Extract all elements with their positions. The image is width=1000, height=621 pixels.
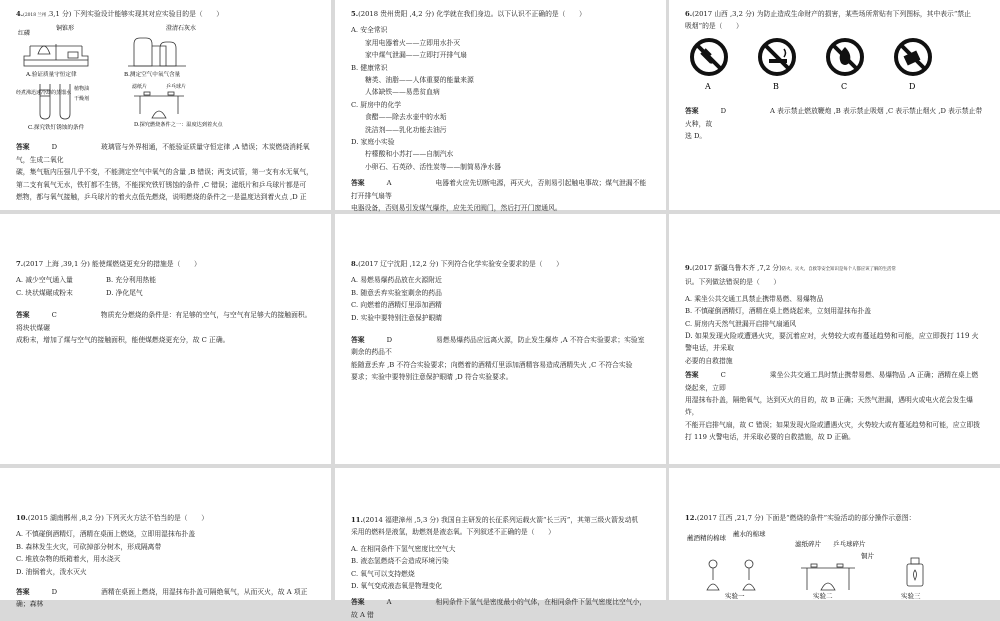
question-card-10: 10.(2015 湖南郴州 ,8,2 分) 下列灭火方法不恰当的是（ ） A. 不慎碰倒酒精灯，酒精在桌面上燃烧，立即用湿抹布扑盖 B. 森林发生火灾，可砍掉部分树木，形成隔离带 C. 堆放杂物的纸箱着火，用水浇灭 D. 油锅着火，泼水灭火 答案 D 酒精在桌面上燃烧，用湿抹布扑盖可隔绝氧气，从而灭火，故 A 项正确；森林 <box>0 468 331 600</box>
question-card-6 <box>669 0 1000 210</box>
question-text: 11.(2014 福建漳州 ,5,3 分) 我国自主研发的长征系列运载火箭“长三丙”，其第三级火箭发动机 采用的燃料是液氢，助燃剂是液态氧。下列叙述不正确的是（ ） <box>351 516 639 537</box>
svg-text:铜片: 铜片 <box>861 552 874 561</box>
option-c: C. 厨房中的化学 食醋——除去水壶中的水垢 洗洁剂——乳化功能去油污 <box>351 100 447 134</box>
copper-plate-apparatus <box>801 564 855 590</box>
option-a: A. 安全常识 家用电器着火——立即用水扑灭 家中煤气泄漏——立即打开排气扇 <box>351 26 467 60</box>
answer-section: 答案 D A 表示禁止燃放鞭炮 ,B 表示禁止吸烟 ,C 表示禁止烟火 ,D 表示禁止带火种，故 选 D。 <box>685 107 983 141</box>
answer-section: 答案 A 电器着火应先切断电源，再灭火，否则易引起触电事故；煤气泄漏不能打开排气扇等 电器设备，否则易引发煤气爆炸，应先关闭阀门，然后打开门窗通风。 <box>351 179 647 213</box>
balance-apparatus <box>24 44 88 66</box>
answer-section: 答案 A 相同条件下氢气是密度最小的气体，在相同条件下氢气密度比空气小，故 A 错 <box>351 598 647 619</box>
answer-section: 答案 D 玻璃管与外界相通，不能验证质量守恒定律 ,A 错误；木炭燃烧消耗氧气，生成二氧化 碳，集气瓶内压强几乎不变，不能测定空气中氧气的含量 ,B 错误；两支试管，第一支有水无氧气， 第二支有氧气无水，铁钉都不生锈，不能探究铁钉锈蚀的条件 ,C 错误；滤纸片和乒乓球片都是可 燃物，都与氧气接触，乒乓球片的着火点低先燃烧，说明燃烧的条件之一是温度达到着火点 ,D 正 <box>16 143 313 202</box>
question-text: 5.(2018 贵州贵阳 ,4,2 分) 化学就在我们身边。以下认识不正确的是（ ） <box>351 10 586 18</box>
cotton-ball-apparatus <box>707 560 755 590</box>
question-card-4 <box>0 0 331 210</box>
question-card-12 <box>669 468 1000 600</box>
svg-text:蘸酒精的棉球: 蘸酒精的棉球 <box>687 534 726 543</box>
svg-text:干燥剂: 干燥剂 <box>74 96 90 103</box>
question-card-11: 11.(2014 福建漳州 ,5,3 分) 我国自主研发的长征系列运载火箭“长三丙”，其第三级火箭发动机 采用的燃料是液氢，助燃剂是液态氧。下列叙述不正确的是（ ） A. 在相同条件下氢气密度比空气大 B. 液态氢燃烧不会造成环境污染 C. 氧气可以支持燃烧 D. 氧气变成液态氧是物理变化 答案 A 相同条件下氢气是密度最小的气体，在相同条件下氢气密度比空气小，故 A 错 <box>335 468 666 600</box>
svg-text:植物油: 植物油 <box>74 86 90 93</box>
svg-text:经煮沸迅速冷却的蒸馏水: 经煮沸迅速冷却的蒸馏水 <box>16 90 72 97</box>
svg-text:乒乓球片: 乒乓球片 <box>166 84 187 91</box>
combustion-figure <box>685 528 945 601</box>
option-d: D. 家庭小实验 柠檬酸和小苏打——自制汽水 小卵石、石英砂、活性炭等——制简易净水器 <box>351 138 501 171</box>
svg-text:红磷: 红磷 <box>18 30 31 38</box>
question-card-9: 9.(2017 新疆乌鲁木齐 ,7,2 分)防火、灭火、自救等安全知识是每个人都应该了解的生活常 识。下列做法错误的是（ ） A. 乘坐公共交通工具禁止携带易燃、易爆物品 B. 不慎碰倒酒精灯，酒精在桌上燃烧起来，立刻用湿抹布扑盖 C. 厨房内天然气泄漏开启排气扇通风 D. 如果发现火险或遭遇火灾，要沉着应对，火势较大或有蔓延趋势和可能，应立即拨打 119 火警电话，并采取 必要的自救措施 答案 C 乘坐公共交通工具时禁止携带易燃、易爆物品 ,A 正确；酒精在桌上燃烧起来，立即 用湿抹布扑盖，隔绝氧气，达到灭火的目的，故 B 正确；天然气泄漏，遇明火或电火花会发生爆炸， 不能开启排气扇，故 C 错误；如果发现火险或遭遇火灾，火势较大或有蔓延趋势和可能，应立即拨 打 119 火警电话，并采取必要的自救措施，故 D 正确。 <box>669 214 1000 464</box>
answer-section: 答案 D 易燃易爆药品应远离火源，防止发生爆炸 ,A 不符合实验要求；实验室剩余的药品不 能随意丢弃 ,B 不符合实验要求；向燃着的酒精灯里添加酒精容易造成酒精失火 ,C 不符合实验 要求；实验中要特别注意保护眼睛 ,D 符合实验要求。 <box>351 336 645 382</box>
question-card-5 <box>335 0 666 213</box>
svg-text:乒乓球碎片: 乒乓球碎片 <box>833 540 866 549</box>
svg-text:B: B <box>773 81 779 91</box>
option-b: B. 健康常识 糖类、油脂——人体重要的能量来源 人体缺铁——易患贫血病 <box>351 63 474 97</box>
question-text: 8.(2017 辽宁沈阳 ,12,2 分) 下列符合化学实验安全要求的是（ ） <box>351 260 563 268</box>
no-fireworks-icon <box>692 40 726 74</box>
experiment-figure <box>16 26 226 131</box>
question-text: 4.(2018 兰州 ,3,1 分) 下列实验设计能够实现其对应实验目的是（ ） <box>16 10 224 18</box>
sign-icons <box>689 37 949 93</box>
svg-text:实验三: 实验三 <box>901 592 921 601</box>
answer-section: 答案 D 酒精在桌面上燃烧，用湿抹布扑盖可隔绝氧气，从而灭火，故 A 项正确；森林 <box>16 588 308 609</box>
svg-text:实验一: 实验一 <box>725 592 745 601</box>
svg-text:滤纸片: 滤纸片 <box>132 84 148 91</box>
svg-text:蘸水的棉球: 蘸水的棉球 <box>733 530 766 539</box>
svg-text:滤纸碎片: 滤纸碎片 <box>795 540 821 549</box>
oxygen-apparatus <box>128 38 186 66</box>
question-card-8: 8.(2017 辽宁沈阳 ,12,2 分) 下列符合化学实验安全要求的是（ ） A. 易燃易爆药品放在火源附近 B. 随意丢弃实验室剩余的药品 C. 向燃着的酒精灯里添加酒精 D. 实验中要特别注意保护眼睛 答案 D 易燃易爆药品应远离火源，防止发生爆炸 ,A 不符合实验要求；实验室剩余的药品不 能随意丢弃 ,B 不符合实验要求；向燃着的酒精灯里添加酒精容易造成酒精失火 ,C 不符合实验 要求；实验中要特别注意保护眼睛 ,D 符合实验要求。 <box>335 214 666 464</box>
svg-text:D: D <box>909 81 916 91</box>
svg-text:D.探究燃烧条件之一：温度达到着火点: D.探究燃烧条件之一：温度达到着火点 <box>134 122 223 129</box>
no-open-flame-icon <box>896 40 930 74</box>
svg-text:A.验证质量守恒定律: A.验证质量守恒定律 <box>26 72 77 79</box>
no-smoking-icon <box>760 40 794 74</box>
question-text: 7.(2017 上海 ,39,1 分) 能使煤燃烧更充分的措施是（ ） <box>16 260 201 268</box>
question-text: 6.(2017 山西 ,3,2 分) 为防止造成生命财产的损害，某些场所常贴有下列图标，其中表示“禁止 吸烟”的是（ ） <box>685 10 971 31</box>
svg-text:铜锥形: 铜锥形 <box>56 25 75 33</box>
svg-text:实验二: 实验二 <box>813 592 833 601</box>
no-fire-icon <box>828 40 862 74</box>
svg-text:A: A <box>705 81 711 91</box>
svg-text:B.测定空气中氧气含量: B.测定空气中氧气含量 <box>124 72 181 79</box>
svg-text:澄清石灰水: 澄清石灰水 <box>166 25 197 33</box>
answer-section: 答案 C 物质充分燃烧的条件是：有足够的空气，与空气有足够大的接触面积。将块状煤碾 成粉末，增加了煤与空气的接触面积，能使煤燃烧更充分，故 C 正确。 <box>16 311 312 345</box>
jar-apparatus <box>907 558 923 586</box>
question-card-7 <box>0 214 331 464</box>
question-text: 12.(2017 江西 ,21,7 分) 下面是“燃烧的条件”实验活动的部分操作示意图： <box>685 514 916 522</box>
question-text: 9.(2017 新疆乌鲁木齐 ,7,2 分)防火、灭火、自救等安全知识是每个人都应该了解的生活常 识。下列做法错误的是（ ） <box>685 264 896 287</box>
svg-text:C.探究铁钉锈蚀的条件: C.探究铁钉锈蚀的条件 <box>28 125 85 132</box>
svg-text:C: C <box>841 81 848 91</box>
options: A. 减少空气通入量 B. 充分利用热能 C. 块状煤碾成粉末 D. 净化尾气 <box>16 276 157 297</box>
question-text: 10.(2015 湖南郴州 ,8,2 分) 下列灭火方法不恰当的是（ ） <box>16 514 208 522</box>
answer-section: 答案 C 乘坐公共交通工具时禁止携带易燃、易爆物品 ,A 正确；酒精在桌上燃烧起来，立即 用湿抹布扑盖，隔绝氧气，达到灭火的目的，故 B 正确；天然气泄漏，遇明火或电火花会发生爆炸， 不能开启排气扇，故 C 错误；如果发现火险或遭遇火灾，火势较大或有蔓延趋势和可能，应立即拨 打 119 火警电话，并采取必要的自救措施，故 D 正确。 <box>685 371 980 442</box>
burner-apparatus <box>134 92 184 118</box>
